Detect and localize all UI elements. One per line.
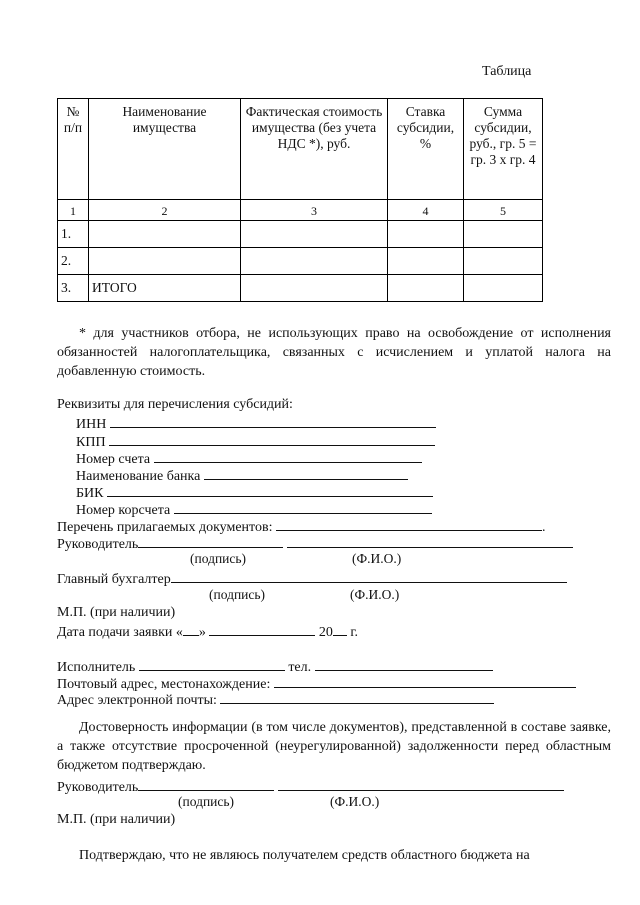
head-signature-blank bbox=[138, 777, 274, 791]
head-signature-blank bbox=[138, 534, 283, 548]
year-suffix: г. bbox=[350, 625, 359, 640]
header-cell: Ставка субсидии, % bbox=[388, 99, 464, 200]
column-number: 3 bbox=[241, 200, 388, 221]
table-row bbox=[58, 275, 543, 302]
fio-caption: (Ф.И.О.) bbox=[352, 551, 402, 566]
table-cell bbox=[464, 275, 543, 302]
account-label: Номер счета bbox=[76, 452, 151, 467]
year-prefix: 20 bbox=[318, 625, 333, 640]
column-number: 5 bbox=[464, 200, 543, 221]
header-cell: Наименование имущества bbox=[89, 99, 241, 200]
bank-label: Наименование банка bbox=[76, 469, 201, 484]
reliability-statement: Достоверность информации (в том числе документов), представленной в составе заявке, а также отсутствие просроченной (неурегулированной) задолженности перед областным бюджетом подтверждаю. bbox=[57, 720, 611, 773]
column-number-row bbox=[58, 200, 543, 221]
bik-label: БИК bbox=[76, 486, 104, 501]
kpp-blank bbox=[109, 432, 435, 446]
head-fio-blank bbox=[278, 777, 564, 791]
table-cell bbox=[388, 248, 464, 275]
table-cell bbox=[89, 221, 241, 248]
header-cell: Фактическая стоимость имущества (без учета НДС *), руб. bbox=[241, 99, 388, 200]
column-number: 1 bbox=[58, 200, 89, 221]
accountant-line bbox=[57, 569, 567, 588]
email-label: Адрес электронной почты: bbox=[57, 693, 217, 708]
month-blank bbox=[209, 622, 315, 636]
accountant-blank bbox=[171, 569, 567, 583]
head-fio-blank bbox=[287, 534, 573, 548]
footnote: * для участников отбора, не использующих право на освобождение от исполнения обязанностей налогоплательщика, связанных с исчислением и уплатой налога на добавленную стоимость. bbox=[57, 326, 611, 379]
date-label: Дата подачи заявки « bbox=[57, 625, 183, 640]
table-cell bbox=[388, 275, 464, 302]
inn-line bbox=[76, 414, 436, 433]
date-line bbox=[57, 622, 358, 641]
email-line bbox=[57, 690, 494, 709]
table-row bbox=[58, 248, 543, 275]
signature-caption: (подпись) bbox=[209, 587, 266, 602]
date-close: » bbox=[198, 625, 206, 640]
table-cell: 1. bbox=[58, 221, 89, 248]
head-label: Руководитель bbox=[57, 537, 139, 552]
account-blank bbox=[154, 449, 422, 463]
column-number: 2 bbox=[89, 200, 241, 221]
fio-caption: (Ф.И.О.) bbox=[350, 587, 400, 602]
phone-label: тел. bbox=[288, 660, 312, 675]
table-cell: 3. bbox=[58, 275, 89, 302]
fio-caption: (Ф.И.О.) bbox=[330, 794, 380, 809]
table-cell bbox=[241, 275, 388, 302]
kpp-label: КПП bbox=[76, 435, 106, 450]
table-cell bbox=[464, 221, 543, 248]
email-blank bbox=[220, 690, 494, 704]
docs-end: . bbox=[541, 520, 546, 535]
year-blank bbox=[333, 622, 347, 636]
table-cell bbox=[89, 248, 241, 275]
head-label: Руководитель bbox=[57, 780, 139, 795]
column-number: 4 bbox=[388, 200, 464, 221]
table-cell bbox=[464, 248, 543, 275]
table-cell: 2. bbox=[58, 248, 89, 275]
table-cell bbox=[388, 221, 464, 248]
stamp-note: М.П. (при наличии) bbox=[57, 812, 176, 827]
postal-label: Почтовый адрес, местонахождение: bbox=[57, 677, 271, 692]
header-cell: № п/п bbox=[58, 99, 89, 200]
docs-label: Перечень прилагаемых документов: bbox=[57, 520, 273, 535]
executor-blank bbox=[139, 657, 285, 671]
bank-blank bbox=[204, 466, 408, 480]
table-header-row bbox=[58, 99, 543, 200]
postal-blank bbox=[274, 674, 576, 688]
phone-blank bbox=[315, 657, 493, 671]
day-blank bbox=[183, 622, 199, 636]
requisites-title: Реквизиты для перечисления субсидий: bbox=[57, 397, 293, 412]
inn-blank bbox=[110, 414, 436, 428]
inn-label: ИНН bbox=[76, 417, 107, 432]
corr-label: Номер корсчета bbox=[76, 503, 171, 518]
head-line-2 bbox=[57, 777, 564, 796]
bik-blank bbox=[107, 483, 433, 497]
docs-blank bbox=[276, 517, 542, 531]
signature-caption: (подпись) bbox=[178, 794, 235, 809]
table-row bbox=[58, 221, 543, 248]
confirmation-statement: Подтверждаю, что не являюсь получателем средств областного бюджета на bbox=[79, 848, 530, 863]
table-caption: Таблица bbox=[482, 64, 532, 79]
executor-label: Исполнитель bbox=[57, 660, 136, 675]
stamp-note: М.П. (при наличии) bbox=[57, 605, 176, 620]
table-cell: ИТОГО bbox=[89, 275, 241, 302]
subsidy-table bbox=[57, 98, 543, 302]
header-cell: Сумма субсидии, руб., гр. 5 = гр. 3 x гр. 4 bbox=[464, 99, 543, 200]
corr-blank bbox=[174, 500, 432, 514]
table-cell bbox=[241, 221, 388, 248]
signature-caption: (подпись) bbox=[190, 551, 247, 566]
accountant-label: Главный бухгалтер bbox=[57, 572, 171, 587]
head-line bbox=[57, 534, 573, 553]
table-cell bbox=[241, 248, 388, 275]
